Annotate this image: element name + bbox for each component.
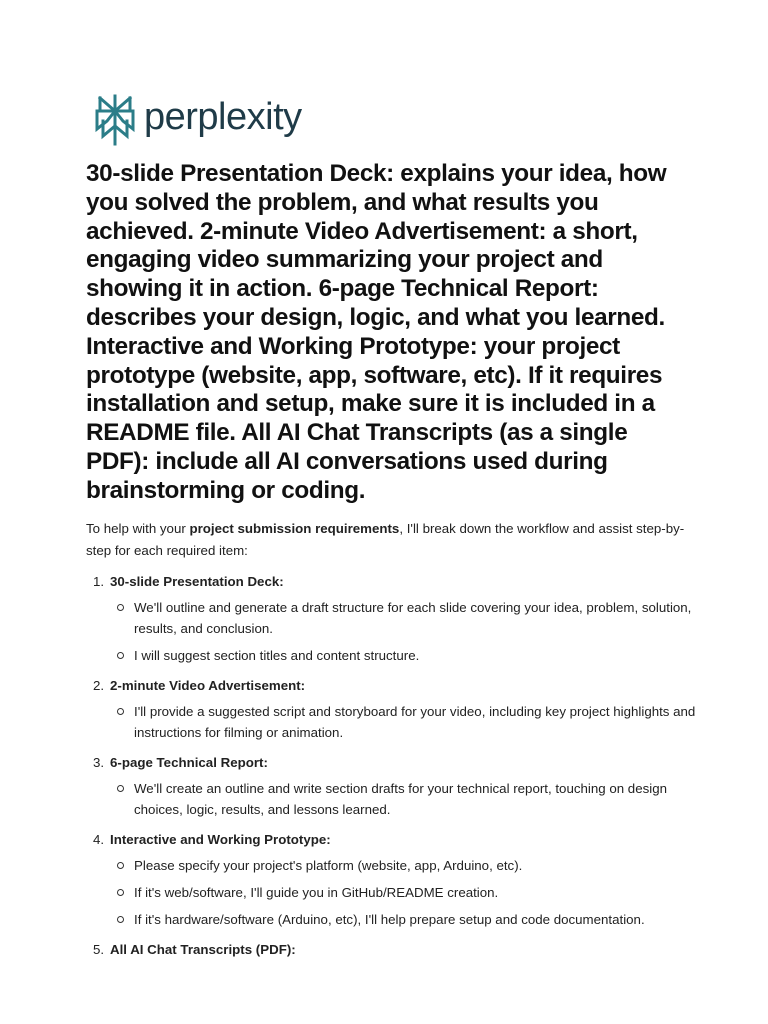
sub-list-item xyxy=(110,597,696,639)
perplexity-mark-icon xyxy=(94,94,136,146)
sub-list-text: We'll create an outline and write section drafts for your technical report, touching on design choices, logic, results, and lessons learned. xyxy=(134,781,667,817)
sub-list-item xyxy=(110,645,696,666)
list-item-heading xyxy=(93,674,696,698)
intro-text-start: To help with your xyxy=(86,521,190,536)
sub-list-text: Please specify your project's platform (website, app, Arduino, etc). xyxy=(134,858,523,873)
sub-list xyxy=(110,701,696,743)
list-item-title: All AI Chat Transcripts (PDF): xyxy=(110,942,296,957)
list-item-number: 4. xyxy=(93,832,105,847)
circle-bullet-icon xyxy=(117,889,124,896)
perplexity-logo xyxy=(94,94,302,146)
list-item xyxy=(86,570,696,666)
list-item-title: 6-page Technical Report: xyxy=(110,755,268,770)
list-item-heading xyxy=(93,751,696,775)
list-item-title: 2-minute Video Advertisement: xyxy=(110,678,306,693)
list-item-title: 30-slide Presentation Deck: xyxy=(110,574,284,589)
circle-bullet-icon xyxy=(117,652,124,659)
document-heading: 30-slide Presentation Deck: explains your idea, how you solved the problem, and what results you achieved. 2-minute Video Advertisement: a short, engaging video summarizing your project and showing it in action. 6-page Technical Report: describes your design, logic, and what you learned. Interactive and Working Prototype: your project prototype (website, app, software, etc). If it requires installation and setup, make sure it is included in a README file. All AI Chat Transcripts (as a single PDF): include all AI conversations used during brainstorming or coding. xyxy=(86,160,667,504)
list-item xyxy=(86,751,696,820)
sub-list-item xyxy=(110,855,696,876)
list-item-number: 3. xyxy=(93,755,105,770)
list-item-title: Interactive and Working Prototype: xyxy=(110,832,331,847)
sub-list-text: If it's web/software, I'll guide you in GitHub/README creation. xyxy=(134,885,499,900)
circle-bullet-icon xyxy=(117,916,124,923)
list-item-number: 5. xyxy=(93,942,105,957)
circle-bullet-icon xyxy=(117,604,124,611)
sub-list-item xyxy=(110,909,696,930)
sub-list-item xyxy=(110,778,696,820)
list-item xyxy=(86,828,696,930)
sub-list-item xyxy=(110,701,696,743)
list-item xyxy=(86,938,696,962)
sub-list xyxy=(110,778,696,820)
intro-text-end: , I'll break down the workflow and assist step-by-step for each required item: xyxy=(86,521,685,558)
list-item-number: 2. xyxy=(93,678,105,693)
list-item xyxy=(86,674,696,743)
circle-bullet-icon xyxy=(117,708,124,715)
sub-list-item xyxy=(110,882,696,903)
sub-list-text: I will suggest section titles and content structure. xyxy=(134,648,420,663)
list-item-heading xyxy=(93,938,696,962)
list-item-number: 1. xyxy=(93,574,105,589)
circle-bullet-icon xyxy=(117,862,124,869)
requirements-list xyxy=(86,570,696,970)
brand-name: perplexity xyxy=(144,96,302,138)
list-item-heading xyxy=(93,570,696,594)
circle-bullet-icon xyxy=(117,785,124,792)
sub-list-text: I'll provide a suggested script and storyboard for your video, including key project highlights and instructions for filming or animation. xyxy=(134,704,696,740)
intro-paragraph xyxy=(86,518,686,561)
sub-list xyxy=(110,597,696,666)
list-item-heading xyxy=(93,828,696,852)
intro-text-bold: project submission requirements xyxy=(189,521,400,536)
sub-list-text: We'll outline and generate a draft structure for each slide covering your idea, problem, solution, results, and conclusion. xyxy=(134,600,692,636)
sub-list-text: If it's hardware/software (Arduino, etc), I'll help prepare setup and code documentation. xyxy=(134,912,645,927)
sub-list xyxy=(110,855,696,930)
